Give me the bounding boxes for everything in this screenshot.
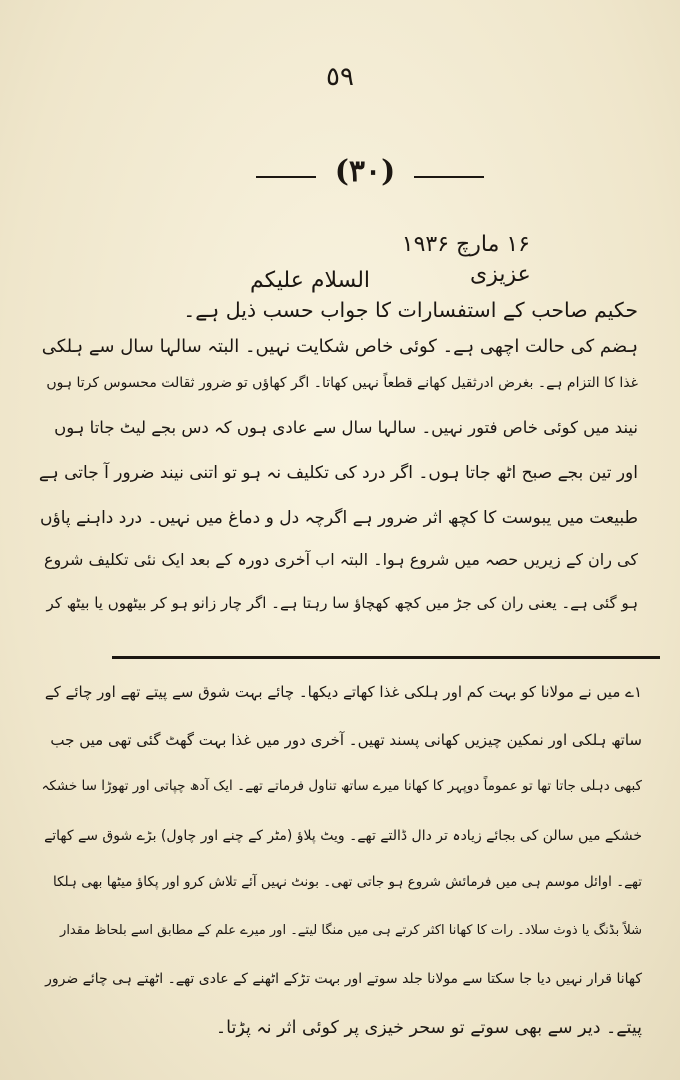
body-line: غذا کا التزام ہے۔ بغرض ادرثقیل کھانے قطعاً نہیں کھاتا۔ اگر کھاؤں تو ضرور ثقالت محسوس کرتا ہوں: [46, 375, 638, 391]
footnote-line: خشکے میں سالن کی بجائے زیادہ تر دال ڈالتے تھے۔ ویٹ پلاؤ (مٹر کے چنے اور چاول) بڑے شوق سے کھاتے: [44, 828, 642, 844]
page-number: ٥٩: [326, 62, 354, 92]
header-rule-right: [414, 176, 484, 178]
body-line: اور تین بجے صبح اٹھ جاتا ہوں۔ اگر درد کی تکلیف نہ ہو تو اتنی نیند ضرور آ جاتی ہے: [38, 463, 638, 483]
letter-number: (۳۰): [334, 154, 396, 189]
body-line: کی ران کے زیریں حصہ میں شروع ہوا۔ البتہ اب آخری دورہ کے بعد ایک نئی تکلیف شروع: [43, 550, 638, 569]
footnote-line: کبھی دہلی جاتا تھا تو عموماً دوپہر کا کھانا میرے ساتھ تناول فرماتے تھے۔ ایک آدھ چپاتی اور تھوڑا سا خشکہ: [41, 778, 642, 794]
body-line: طبیعت میں یبوست کا کچھ اثر ضرور ہے اگرچہ دل و دماغ میں نہیں۔ درد داہنے پاؤں: [40, 508, 638, 528]
footnote-line: ساتھ ہلکی اور نمکین چیزیں کھانی پسند تھیں۔ آخری دور میں غذا بہت گھٹ گئی تھی میں جب: [50, 731, 642, 749]
address-term: عزیزی: [470, 262, 531, 287]
body-line: نیند میں کوئی خاص فتور نہیں۔ سالہا سال سے عادی ہوں کہ دس بجے لیٹ جاتا ہوں: [54, 418, 638, 437]
letter-date: ۱۶ مارچ ۱۹۳۶: [401, 232, 530, 257]
footnote-divider: [112, 656, 660, 659]
body-line: حکیم صاحب کے استفسارات کا جواب حسب ذیل ہے۔: [183, 298, 638, 322]
header-rule-left: [256, 176, 316, 178]
footnote-line: کھانا قرار نہیں دیا جا سکتا سے مولانا جلد سوتے اور بہت تڑکے اٹھنے کے عادی تھے۔ اٹھتے ہی چائے ضرور: [45, 971, 642, 987]
letter-number-header: [0, 150, 680, 200]
footnote-line: شلاً بڈنگ یا ذوث سلاد۔ رات کا کھانا اکثر کرتے ہی میں منگا لیتے۔ اور میرے علم کے مطابق اسے بلحاظ مقدار: [60, 923, 642, 938]
body-line: ہضم کی حالت اچھی ہے۔ کوئی خاص شکایت نہیں۔ البتہ سالہا سال سے ہلکی: [41, 336, 638, 357]
footnote-line: پیتے۔ دیر سے بھی سوتے تو سحر خیزی پر کوئی اثر نہ پڑتا۔: [215, 1018, 642, 1038]
footnote-line: ۱ے میں نے مولانا کو بہت کم اور ہلکی غذا کھاتے دیکھا۔ چائے بہت شوق سے پیتے تھے اور چائے کے: [44, 683, 642, 701]
greeting: السلام علیکم: [250, 268, 371, 293]
body-line: ہو گئی ہے۔ یعنی ران کی جڑ میں کچھ کھچاؤ سا رہتا ہے۔ اگر چار زانو ہو کر بیٹھوں یا بیٹھ کر: [46, 594, 638, 612]
footnote-line: تھے۔ اوائل موسم ہی میں فرمائش شروع ہو جاتی تھی۔ بونٹ نہیں آئے تلاش کرو اور پکاؤ میٹھا بھی ہلکا: [52, 874, 642, 890]
